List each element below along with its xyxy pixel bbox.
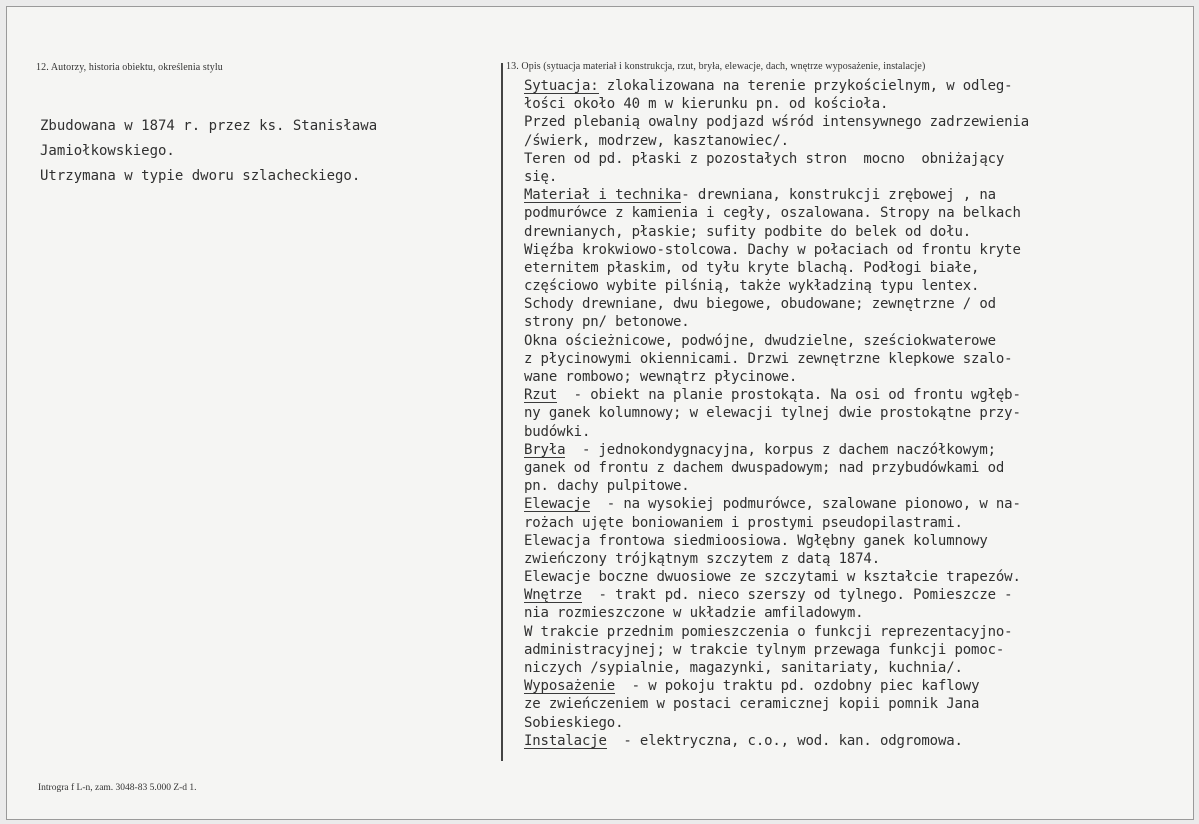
description-line — [524, 95, 1029, 113]
description-line — [524, 714, 1029, 732]
description-line — [524, 732, 1029, 750]
description-line — [524, 313, 1029, 331]
line-text: Okna ościeżnicowe, podwójne, dwudzielne, sześciokwaterowe — [524, 332, 996, 349]
description-line — [524, 132, 1029, 150]
line-text: Sobieskiego. — [524, 714, 624, 731]
section-heading: Materiał i technika — [524, 187, 682, 204]
line-text: się. — [524, 168, 558, 185]
line-text: - w pokoju traktu pd. ozdobny piec kaflowy — [615, 678, 980, 695]
description-line — [524, 77, 1029, 95]
section-heading: Rzut — [524, 387, 558, 404]
description-line — [524, 641, 1029, 659]
section-heading: Sytuacja: — [524, 78, 599, 94]
line-text: - jednokondygnacyjna, korpus z dachem naczółkowym; — [565, 441, 996, 458]
description-line — [524, 423, 1029, 441]
description-line — [524, 223, 1029, 241]
line-text: Więźba krokwiowo-stolcowa. Dachy w połaciach od frontu kryte — [524, 241, 1021, 258]
description-line — [524, 477, 1029, 495]
line-text: Przed plebanią owalny podjazd wśród intensywnego zadrzewienia — [524, 114, 1030, 131]
text-line: Jamiołkowskiego. — [40, 143, 175, 159]
line-text: Teren od pd. płaski z pozostałych stron mocno obniżający — [524, 150, 1005, 167]
description-line — [524, 459, 1029, 477]
description-line — [524, 441, 1029, 459]
line-text: eternitem płaskim, od tyłu kryte blachą. Podłogi białe, — [524, 259, 980, 276]
description-line — [524, 550, 1029, 568]
section-heading: Wyposażenie — [524, 678, 616, 695]
description-line — [524, 168, 1029, 186]
description-line — [524, 677, 1029, 695]
description-line — [524, 532, 1029, 550]
history-text — [40, 114, 377, 188]
line-text: - na wysokiej podmurówce, szalowane pionowo, w na- — [590, 496, 1021, 513]
line-text: drewnianych, płaskie; sufity podbite do belek od dołu. — [524, 223, 972, 240]
section-heading: Bryła — [524, 441, 566, 458]
column-divider — [501, 63, 503, 761]
description-line — [524, 404, 1029, 422]
text-line: Utrzymana w typie dworu szlacheckiego. — [40, 168, 361, 184]
line-text: zwieńczony trójkątnym szczytem z datą 1874. — [524, 550, 880, 567]
description-line — [524, 277, 1029, 295]
line-text: podmurówce z kamienia i cegły, oszalowana. Stropy na belkach — [524, 205, 1021, 222]
description-line — [524, 659, 1029, 677]
description-line — [524, 241, 1029, 259]
section-heading: Elewacje — [524, 496, 591, 513]
line-text: pn. dachy pulpitowe. — [524, 478, 690, 495]
printer-imprint: Introgra f L-n, zam. 3048-83 5.000 Z-d 1. — [38, 783, 197, 793]
line-text: - trakt pd. nieco szerszy od tylnego. Pomieszcze - — [581, 587, 1013, 604]
description-line — [524, 604, 1029, 622]
line-text: Elewacja frontowa siedmioosiowa. Wgłębny ganek kolumnowy — [524, 532, 988, 549]
description-line — [524, 259, 1029, 277]
line-text: częściowo wybite pilśnią, także wykładziną typu lentex. — [524, 278, 980, 295]
description-line — [524, 186, 1029, 204]
description-line — [524, 514, 1029, 532]
section-heading: Wnętrze — [524, 587, 582, 604]
description-line — [524, 495, 1029, 513]
description-line — [524, 350, 1029, 368]
line-text: ny ganek kolumnowy; w elewacji tylnej dwie prostokątne przy- — [524, 405, 1021, 422]
line-text: /świerk, modrzew, kasztanowiec/. — [524, 132, 789, 149]
description-line — [524, 295, 1029, 313]
line-text: ze zwieńczeniem w postaci ceramicznej kopii pomnik Jana — [524, 696, 980, 713]
line-text: nia rozmieszczone w układzie amfiladowym. — [524, 605, 864, 622]
line-text: W trakcie przednim pomieszczenia o funkcji reprezentacyjno- — [524, 623, 1013, 640]
line-text: Schody drewniane, dwu biegowe, obudowane; zewnętrzne / od — [524, 296, 996, 313]
line-text: Elewacje boczne dwuosiowe ze szczytami w kształcie trapezów. — [524, 569, 1021, 586]
line-text: łości około 40 m w kierunku pn. od kościoła. — [524, 96, 889, 113]
line-text: rożach ujęte boniowaniem i prostymi pseudopilastrami. — [524, 514, 963, 531]
line-text: administracyjnej; w trakcie tylnym przewaga funkcji pomoc- — [524, 641, 1005, 658]
line-text: strony pn/ betonowe. — [524, 314, 690, 331]
description-text — [524, 77, 1029, 750]
description-line — [524, 368, 1029, 386]
line-text: budówki. — [524, 423, 591, 440]
description-line — [524, 150, 1029, 168]
description-line — [524, 332, 1029, 350]
description-line — [524, 204, 1029, 222]
description-line — [524, 568, 1029, 586]
line-text: wane rombowo; wewnątrz płycinowe. — [524, 369, 798, 385]
section-13-header: 13. Opis (sytuacja materiał i konstrukcja, rzut, bryła, elewacje, dach, wnętrze wyposażenie, instalacje) — [506, 61, 926, 72]
line-text: niczych /sypialnie, magazynki, sanitariaty, kuchnia/. — [524, 660, 963, 676]
description-line — [524, 113, 1029, 131]
section-12-header: 12. Autorzy, historia obiektu, określenia stylu — [36, 62, 223, 73]
line-text: z płycinowymi okiennicami. Drzwi zewnętrzne klepkowe szalo- — [524, 350, 1013, 367]
line-text: - obiekt na planie prostokąta. Na osi od frontu wgłęb- — [557, 387, 1021, 404]
description-line — [524, 623, 1029, 641]
description-line — [524, 695, 1029, 713]
line-text: zlokalizowana na terenie przykościelnym, w odleg- — [598, 78, 1013, 94]
line-text: - elektryczna, c.o., wod. kan. odgromowa. — [606, 732, 963, 749]
text-line: Zbudowana w 1874 r. przez ks. Stanisława — [40, 118, 378, 134]
line-text: - drewniana, konstrukcji zrębowej , na — [681, 187, 996, 204]
line-text: ganek od frontu z dachem dwuspadowym; nad przybudówkami od — [524, 459, 1005, 476]
description-line — [524, 386, 1029, 404]
section-heading: Instalacje — [524, 732, 607, 749]
description-line — [524, 586, 1029, 604]
